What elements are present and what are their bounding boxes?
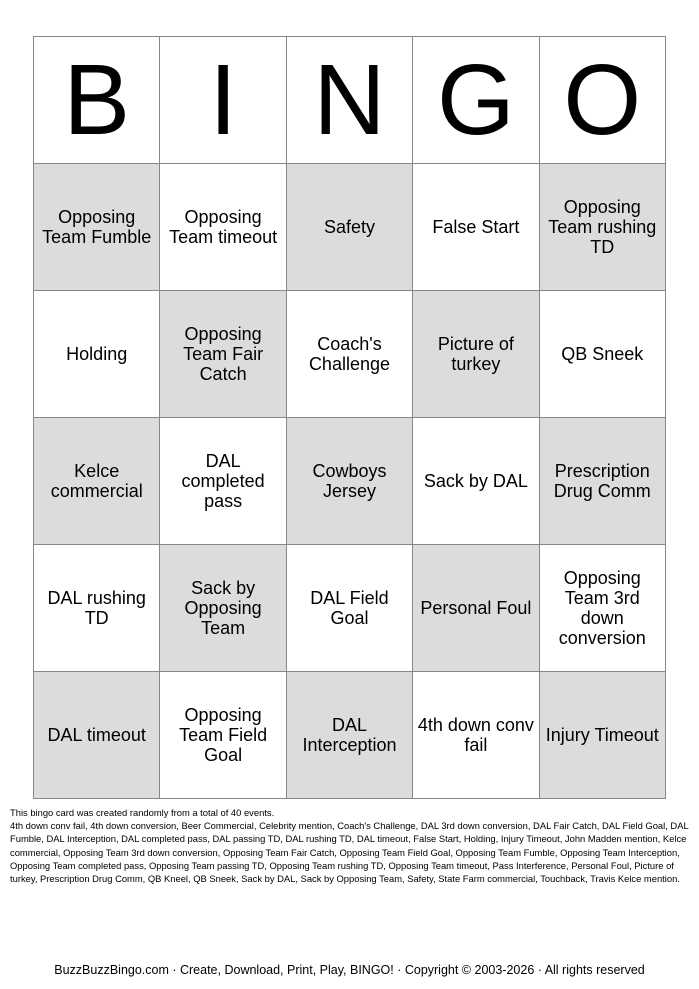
bingo-card <box>33 36 666 799</box>
bingo-cell: Opposing Team 3rd down conversion <box>539 545 665 672</box>
bingo-cell: Holding <box>34 291 160 418</box>
bingo-row <box>34 545 666 672</box>
bingo-row <box>34 291 666 418</box>
header-letter-n: N <box>286 37 412 164</box>
description-event-list: 4th down conv fail, 4th down conversion, Beer Commercial, Celebrity mention, Coach's Challenge, DAL 3rd down conversion, DAL Fair Catch, DAL Field Goal, DAL Fumble, DAL Interception, DAL completed pass, DAL passing TD, DAL rushing TD, DAL timeout, False Start, Holding, Injury Timeout, John Madden mention, Kelce commercial, Opposing Team 3rd down conversion, Opposing Team Fair Catch, Opposing Team Field Goal, Opposing Team Fumble, Opposing Team Interception, Opposing Team completed pass, Opposing Team passing TD, Opposing Team rushing TD, Opposing Team timeout, Pass Interference, Personal Foul, Picture of turkey, Prescription Drug Comm, QB Kneel, QB Sneek, Sack by DAL, Sack by Opposing Team, Safety, State Farm commercial, Touchback, Travis Kelce mention. <box>10 820 689 885</box>
bingo-cell: Kelce commercial <box>34 418 160 545</box>
description-intro: This bingo card was created randomly from a total of 40 events. <box>10 807 275 818</box>
card-description <box>10 806 690 885</box>
bingo-row <box>34 672 666 799</box>
header-letter-b: B <box>34 37 160 164</box>
bingo-cell: Opposing Team timeout <box>160 164 286 291</box>
bingo-cell: Opposing Team Fumble <box>34 164 160 291</box>
bingo-cell: DAL Interception <box>286 672 412 799</box>
bingo-cell: Prescription Drug Comm <box>539 418 665 545</box>
bingo-row <box>34 164 666 291</box>
bingo-cell: Opposing Team Field Goal <box>160 672 286 799</box>
header-letter-g: G <box>413 37 539 164</box>
header-letter-i: I <box>160 37 286 164</box>
bingo-cell: Opposing Team rushing TD <box>539 164 665 291</box>
bingo-cell: Cowboys Jersey <box>286 418 412 545</box>
bingo-cell: 4th down conv fail <box>413 672 539 799</box>
bingo-cell: DAL timeout <box>34 672 160 799</box>
site-footer: BuzzBuzzBingo.com · Create, Download, Print, Play, BINGO! · Copyright © 2003-2026 · All rights reserved <box>54 963 645 977</box>
bingo-cell: DAL completed pass <box>160 418 286 545</box>
bingo-cell: Coach's Challenge <box>286 291 412 418</box>
bingo-cell: QB Sneek <box>539 291 665 418</box>
bingo-cell: Picture of turkey <box>413 291 539 418</box>
bingo-cell: Opposing Team Fair Catch <box>160 291 286 418</box>
bingo-cell: Sack by DAL <box>413 418 539 545</box>
bingo-cell: Sack by Opposing Team <box>160 545 286 672</box>
bingo-cell: False Start <box>413 164 539 291</box>
bingo-cell: Personal Foul <box>413 545 539 672</box>
bingo-header-row <box>34 37 666 164</box>
bingo-row <box>34 418 666 545</box>
bingo-cell: Injury Timeout <box>539 672 665 799</box>
bingo-cell: DAL rushing TD <box>34 545 160 672</box>
bingo-cell: Safety <box>286 164 412 291</box>
header-letter-o: O <box>539 37 665 164</box>
bingo-cell: DAL Field Goal <box>286 545 412 672</box>
